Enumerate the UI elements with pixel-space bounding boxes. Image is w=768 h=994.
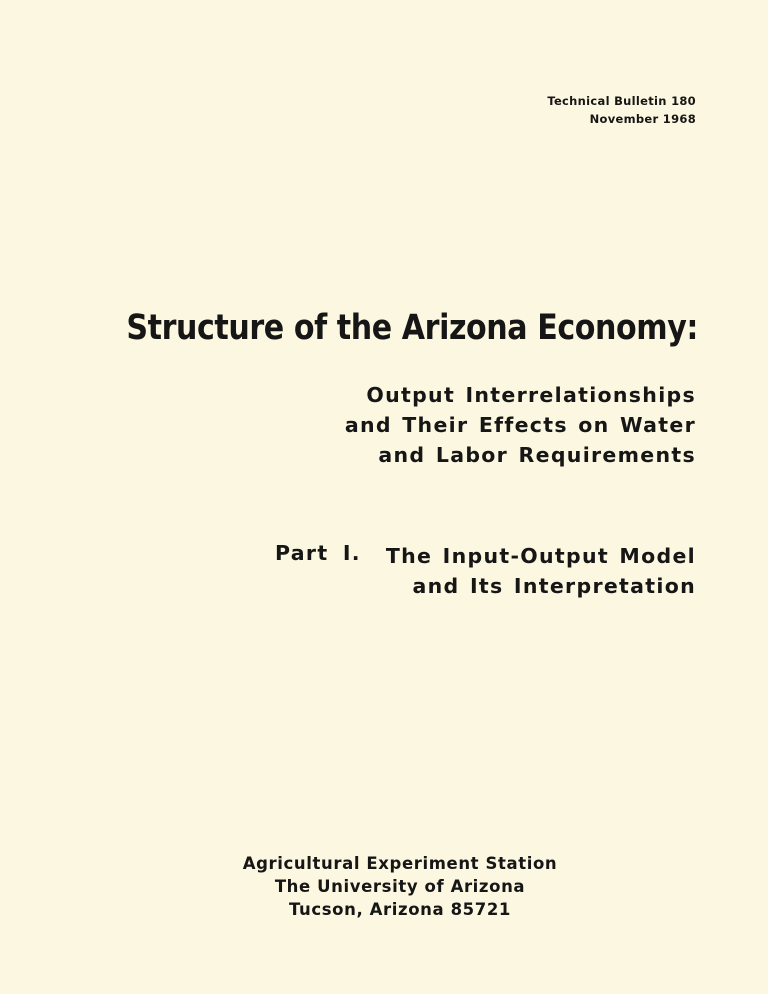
part-label: Part I. (275, 541, 361, 565)
publisher-line: Tucson, Arizona 85721 (288, 900, 512, 919)
subtitle-line: and Their Effects on Water (344, 413, 696, 437)
part-title-line: The Input-Output Model (385, 544, 696, 568)
bulletin-number: Technical Bulletin 180 (547, 94, 696, 108)
bulletin-info (547, 92, 696, 128)
publisher-block (170, 852, 630, 921)
publication-date: November 1968 (589, 112, 696, 126)
publisher-line: The University of Arizona (274, 877, 526, 896)
document-subtitle (345, 380, 696, 470)
part-title (386, 541, 696, 601)
publisher-line: Agricultural Experiment Station (242, 854, 558, 873)
part-title-line: and Its Interpretation (412, 574, 696, 598)
subtitle-line: and Labor Requirements (378, 443, 696, 467)
subtitle-line: Output Interrelationships (366, 383, 696, 407)
document-title: Structure of the Arizona Economy: (126, 308, 698, 348)
